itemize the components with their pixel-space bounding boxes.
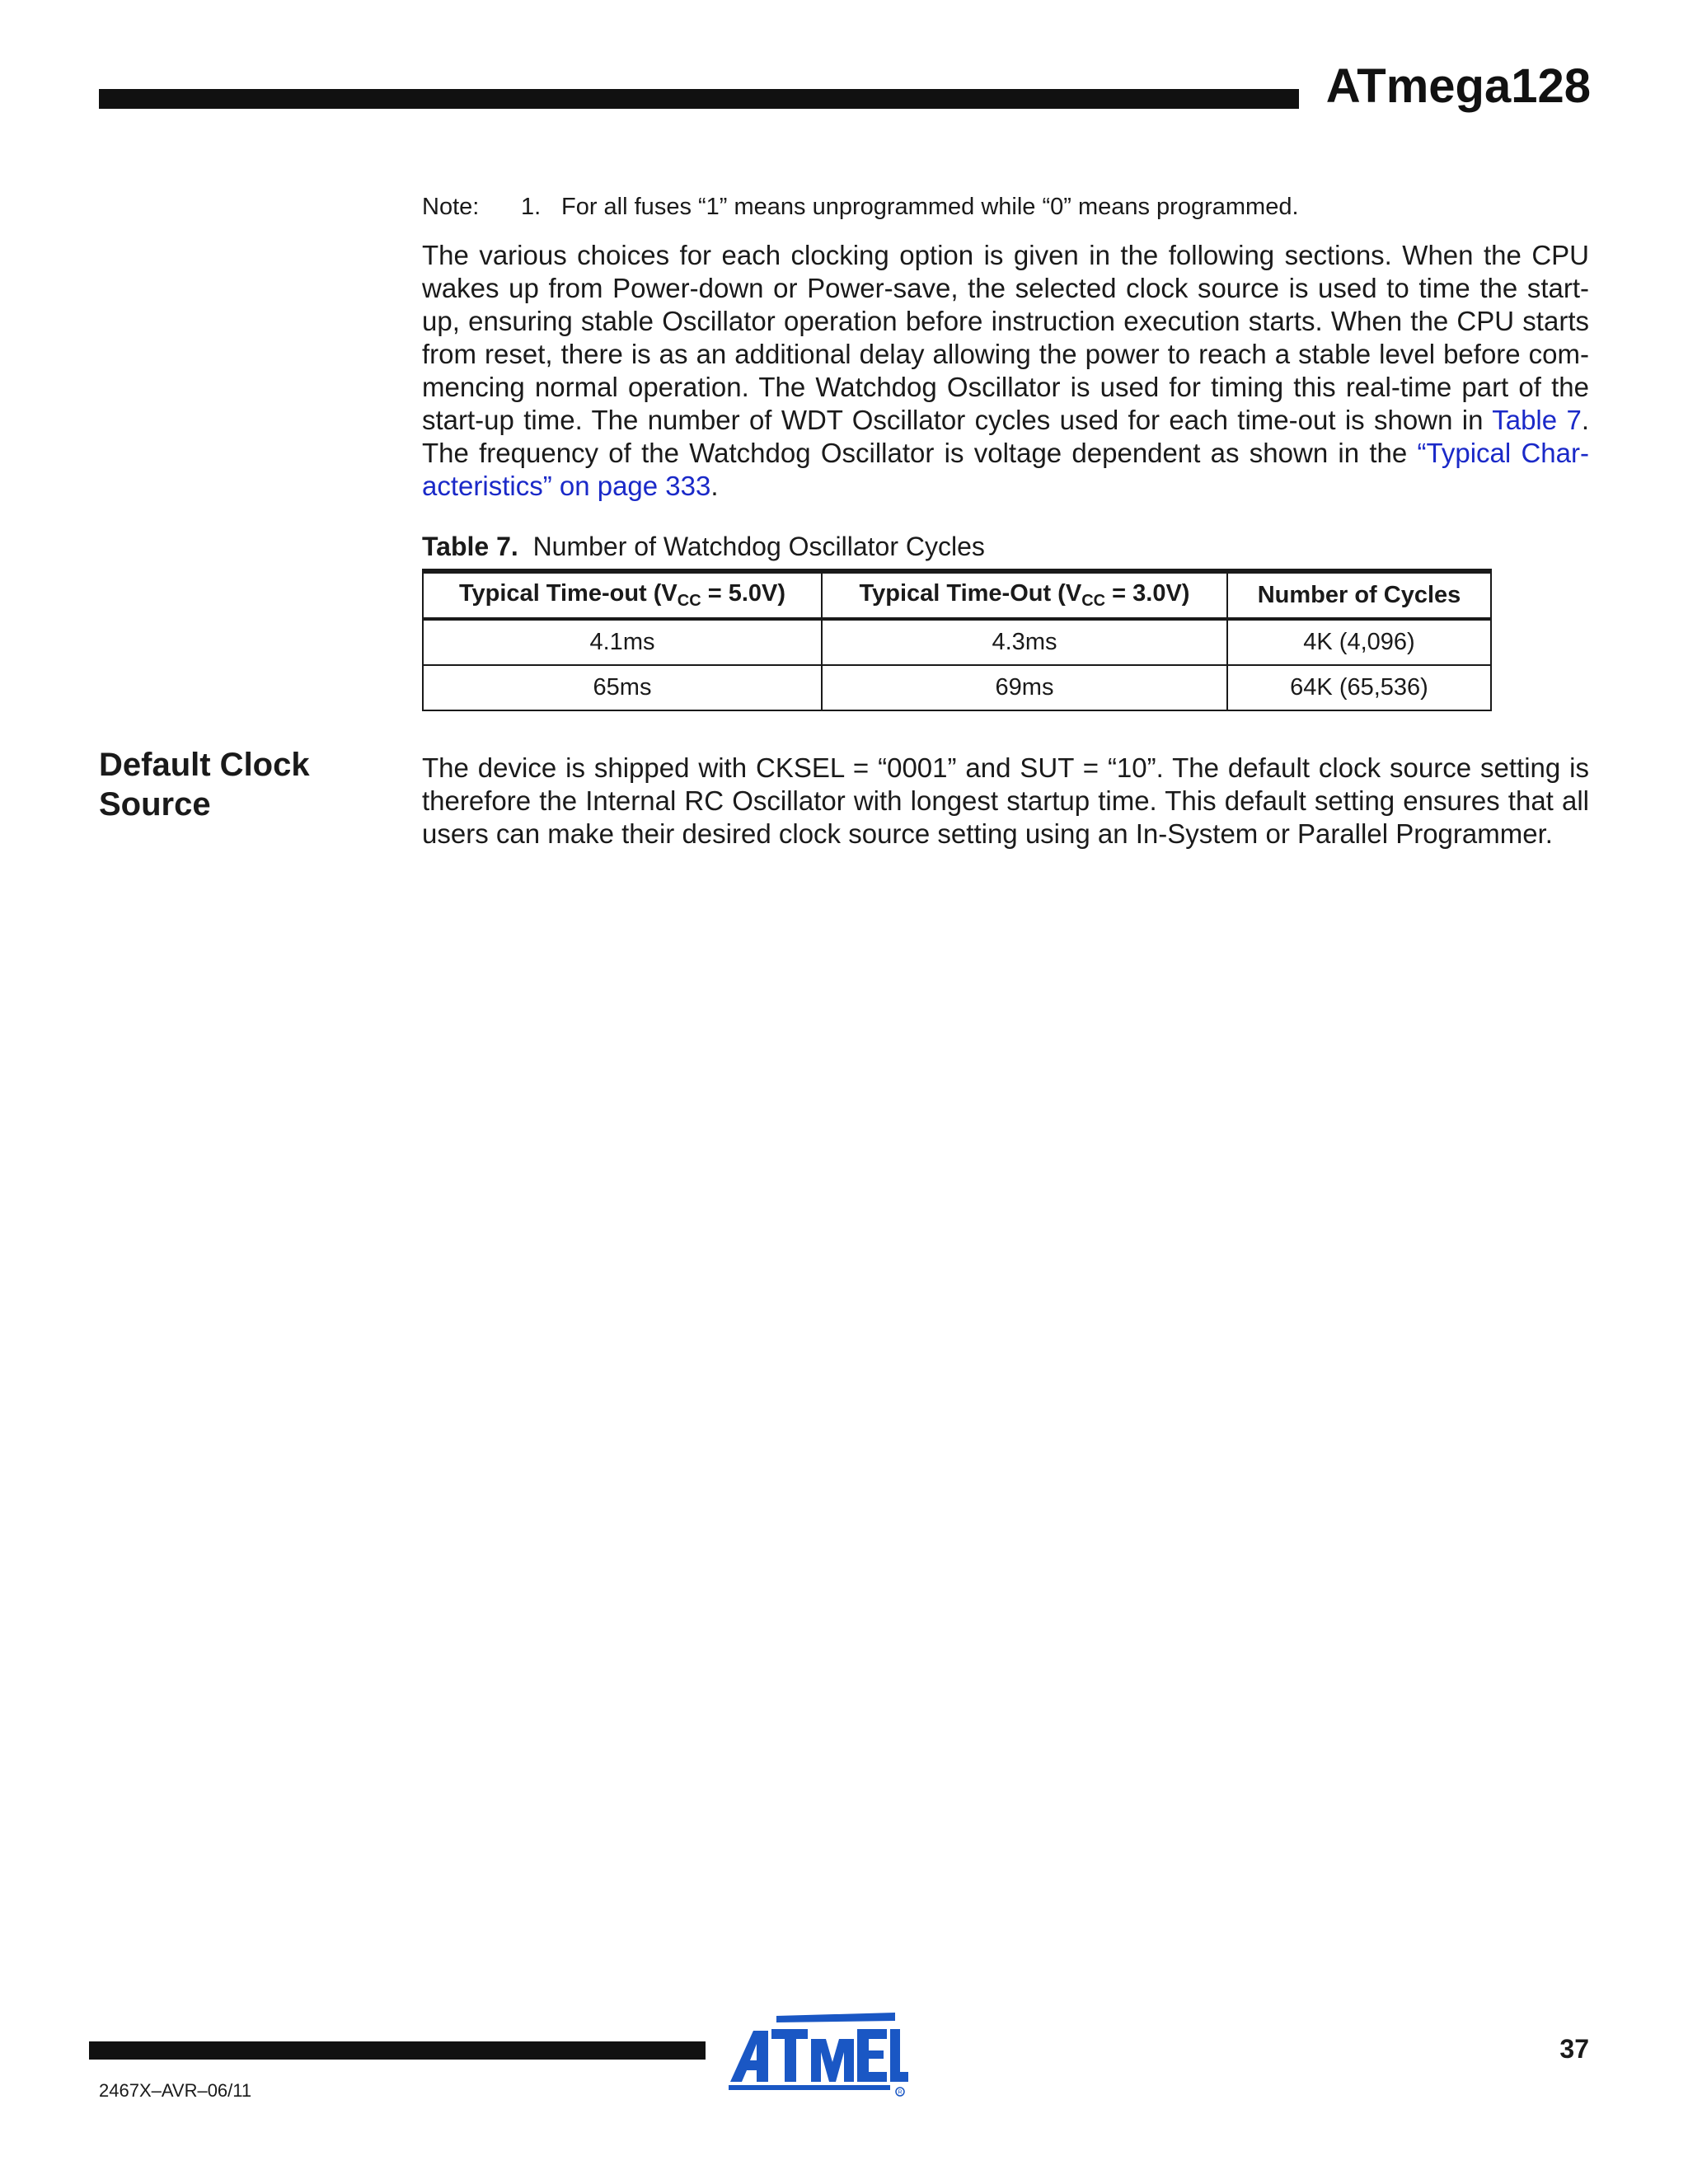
paragraph-text: The frequency of the Watchdog Oscillator is voltage dependent as shown in the (422, 438, 1418, 468)
table-caption-label: Table 7. (422, 532, 518, 561)
section-heading (99, 745, 346, 824)
paragraph-text: . (710, 471, 719, 501)
table-header-cell: Typical Time-Out $(V_{CC} = 3.0V)$ (822, 571, 1227, 619)
document-title: ATmega128 (1325, 59, 1591, 113)
paragraph-line: up, ensuring stable Oscillator operation before instruction execution starts. When the CPU starts (422, 306, 1589, 336)
paragraph-line: The device is shipped with CKSEL = “0001” and SUT = “10”. The default clock source setting is (422, 752, 1589, 783)
paragraph-line (422, 437, 1589, 470)
svg-text:R: R (898, 2089, 903, 2096)
table-header-row (423, 571, 1491, 619)
table-caption-text: Number of Watchdog Oscillator Cycles (532, 532, 985, 561)
table-cell: 4K (4,096) (1227, 619, 1491, 665)
table-row (423, 619, 1491, 665)
paragraph-line: wakes up from Power-down or Power-save, the selected clock source is used to time the start- (422, 273, 1589, 303)
typical-characteristics-link-cont[interactable]: acteristics” on page 333 (422, 471, 711, 501)
table-note (422, 193, 1299, 221)
atmel-logo (725, 2011, 908, 2097)
table-cell: 64K (65,536) (1227, 665, 1491, 710)
typical-characteristics-link[interactable]: “Typical Char- (1417, 438, 1589, 468)
footer-rule (89, 2041, 706, 2060)
table-row (423, 665, 1491, 710)
table-cell: 65ms (423, 665, 822, 710)
paragraph-text: . (1581, 405, 1589, 435)
note-number: 1. (521, 194, 542, 220)
paragraph-line (422, 404, 1589, 437)
document-code: 2467X–AVR–06/11 (99, 2080, 252, 2101)
table-cell: 69ms (822, 665, 1227, 710)
table-caption (422, 531, 985, 562)
header-rule (99, 89, 1299, 109)
section-heading-line: Default Clock (99, 747, 310, 783)
watchdog-cycles-table (422, 569, 1492, 711)
table-header-cell: Number of Cycles (1227, 571, 1491, 619)
table-cell: 4.3ms (822, 619, 1227, 665)
paragraph-line: therefore the Internal RC Oscillator with longest startup time. This default setting ensures that all (422, 785, 1589, 816)
paragraph-line: from reset, there is as an additional delay allowing the power to reach a stable level before com- (422, 339, 1589, 369)
paragraph-line: users can make their desired clock source setting using an In-System or Parallel Programmer. (422, 818, 1553, 849)
note-label: Note: (422, 194, 480, 220)
paragraph-line: The various choices for each clocking option is given in the following sections. When the CPU (422, 240, 1589, 270)
note-text: For all fuses “1” means unprogrammed while “0” means programmed. (561, 194, 1299, 220)
table-cell: 4.1ms (423, 619, 822, 665)
paragraph-line (422, 470, 1589, 503)
paragraph-line: mencing normal operation. The Watchdog Oscillator is used for timing this real-time part of the (422, 372, 1589, 402)
page-number: 37 (1559, 2034, 1589, 2064)
section-heading-line: Source (99, 786, 211, 823)
default-clock-paragraph (422, 752, 1589, 851)
table-header-cell: Typical Time-out $(V_{CC} = 5.0V)$ (423, 571, 822, 619)
clocking-options-paragraph (422, 239, 1589, 503)
paragraph-text: start-up time. The number of WDT Oscillator cycles used for each time-out is shown in (422, 405, 1493, 435)
table-7-link[interactable]: Table 7 (1492, 405, 1582, 435)
